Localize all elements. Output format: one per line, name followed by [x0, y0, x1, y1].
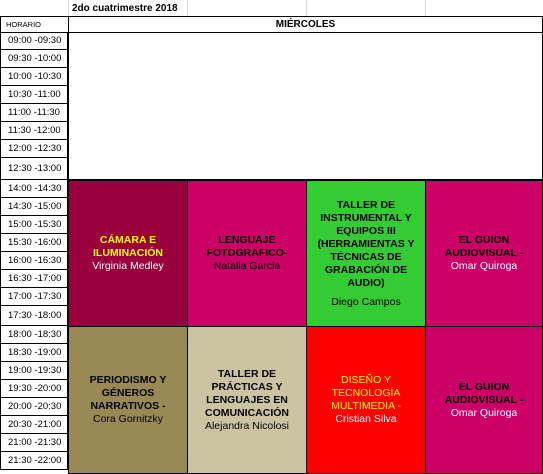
course-teacher: Omar Quiroga — [450, 406, 518, 419]
gridline — [68, 0, 69, 16]
time-slot: 15:30 -16:00 — [0, 234, 68, 252]
course-name: EL GUION AUDIOVISUAL - — [444, 234, 524, 259]
time-slot: 15:00 -15:30 — [0, 216, 68, 234]
course-block — [306, 180, 426, 327]
course-teacher: Cora Gornitzky — [92, 413, 164, 425]
time-slot: 19:00 -19:30 — [0, 362, 68, 380]
time-slot: 16:30 -17:00 — [0, 270, 68, 288]
course-teacher: Diego Campos — [331, 295, 401, 308]
time-slot: 09:00 -09:30 — [0, 32, 68, 50]
time-slot: 14:30 -15:00 — [0, 198, 68, 216]
time-slot: 16:00 -16:30 — [0, 252, 68, 270]
course-teacher: Omar Quiroga — [450, 260, 518, 272]
time-slot: 17:00 -17:30 — [0, 288, 68, 306]
time-slot: 21:30 -22:00 — [0, 452, 68, 470]
sheet-title: 2do cuatrimestre 2018 — [72, 3, 178, 14]
course-teacher: Virginia Medley — [92, 260, 164, 272]
course-block — [187, 180, 307, 327]
time-slot: 10:30 -11:00 — [0, 86, 68, 104]
course-block — [306, 326, 426, 474]
horario-header: HORARIO — [0, 16, 69, 33]
course-name: TALLER DE PRÁCTICAS Y LENGUAJES EN COMUNICACIÓN — [205, 367, 289, 419]
time-slot: 19:30 -20:00 — [0, 380, 68, 398]
course-name: CÁMARA E ILUMINACIÓN — [93, 234, 163, 259]
course-teacher: Cristian Silva — [335, 413, 397, 425]
course-name: DISEÑO Y TECNOLOGÍA MULTIMEDIA - — [331, 374, 401, 412]
course-teacher: Natalia Garcia — [213, 260, 281, 272]
course-block — [425, 180, 543, 327]
course-name: TALLER DE INSTRUMENTAL Y EQUIPOS III (HERRAMIENTAS Y TÉCNICAS DE GRABACIÓN DE AUDIO) — [317, 198, 415, 289]
gridline — [306, 0, 307, 16]
course-teacher: Alejandra Nicolosi — [204, 419, 290, 432]
time-slot: 14:00 -14:30 — [0, 180, 68, 198]
time-slot: 12:00 -12:30 — [0, 140, 68, 158]
course-block — [68, 180, 188, 327]
time-slot: 09:30 -10:00 — [0, 50, 68, 68]
course-block — [187, 326, 307, 474]
time-slot: 20:30 -21:00 — [0, 416, 68, 434]
time-slot: 11:00 -11:30 — [0, 104, 68, 122]
course-block — [425, 326, 543, 474]
time-slot: 12:30 -13:00 — [0, 158, 68, 180]
time-slot: 18:00 -18:30 — [0, 326, 68, 344]
course-name: LENGUAJE FOTOGRAFICO- — [206, 234, 288, 259]
course-block — [68, 326, 188, 474]
time-slot: 20:00 -20:30 — [0, 398, 68, 416]
course-name: PERIODISMO Y GÉNEROS NARRATIVOS - — [89, 374, 167, 412]
time-slot: 11:30 -12:00 — [0, 122, 68, 140]
time-slot: 17:30 -18:00 — [0, 306, 68, 326]
time-slot: 18:30 -19:00 — [0, 344, 68, 362]
course-name: EL GUION AUDIOVISUAL - — [444, 380, 524, 406]
time-slot: 21:00 -21:30 — [0, 434, 68, 452]
time-slot: 10:00 -10:30 — [0, 68, 68, 86]
morning-empty-block — [68, 32, 543, 180]
day-header: MIÉRCOLES — [68, 16, 543, 33]
gridline — [425, 0, 426, 16]
